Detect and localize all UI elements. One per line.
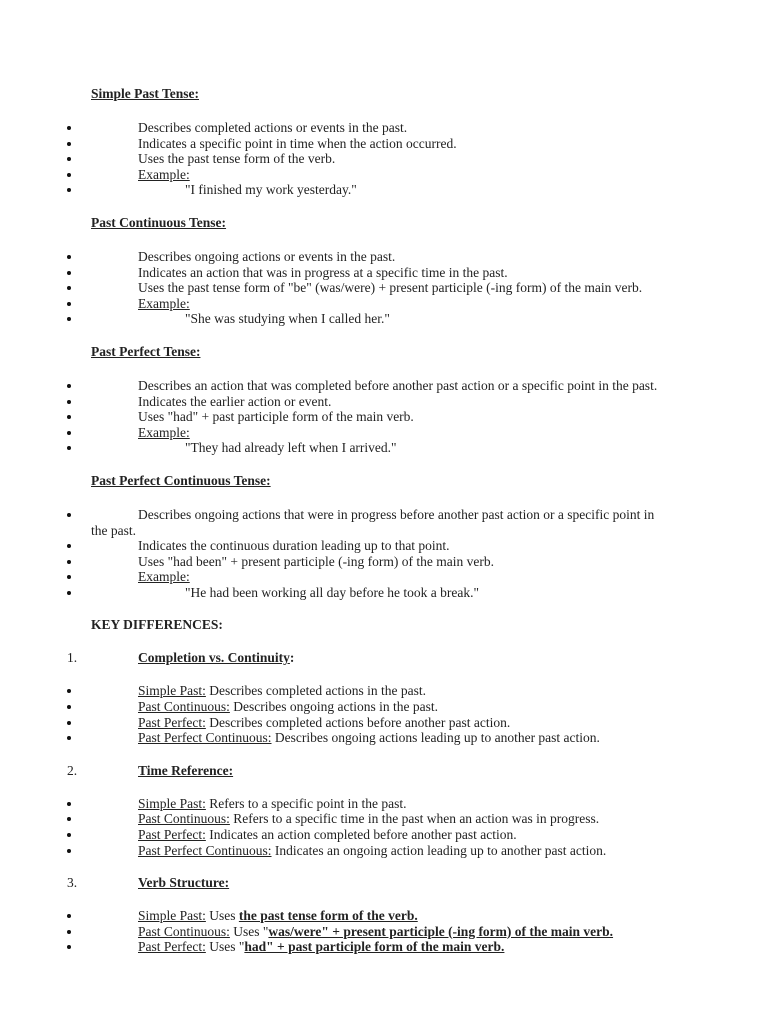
list-item: Past Perfect: Indicates an action completed before another past action. — [0, 827, 768, 843]
list-item: Indicates an action that was in progress at a specific time in the past. — [0, 265, 768, 281]
bullet-list-completion — [0, 683, 768, 745]
numbered-item-verb-structure — [0, 875, 768, 891]
bullet-list-verb-structure — [0, 908, 768, 955]
list-item: Indicates the earlier action or event. — [0, 394, 768, 410]
list-item: Describes an action that was completed before another past action or a specific point in the past. — [0, 378, 768, 394]
numbered-item-time-reference — [0, 763, 768, 779]
bullet-icon — [67, 317, 71, 321]
bullet-icon — [67, 142, 71, 146]
bullet-list-past-perfect — [0, 378, 768, 456]
bullet-icon — [67, 431, 71, 435]
numbered-item-completion — [0, 650, 768, 666]
example-label: Example: — [138, 569, 190, 585]
list-item: Past Perfect: Describes completed actions before another past action. — [0, 715, 768, 731]
section-heading-past-continuous: Past Continuous Tense: — [91, 214, 227, 230]
bullet-icon — [67, 544, 71, 548]
bullet-icon — [67, 575, 71, 579]
example-label: Example: — [138, 295, 190, 311]
bullet-icon — [67, 849, 71, 853]
example-text: "I finished my work yesterday." — [185, 182, 357, 198]
example-text: "He had been working all day before he took a break." — [185, 584, 480, 600]
document — [0, 86, 768, 955]
list-item: Uses "had" + past participle form of the main verb. — [0, 409, 768, 425]
list-item: Past Perfect: Uses "had" + past participle form of the main verb. — [0, 939, 768, 955]
example-item — [0, 440, 768, 456]
bullet-icon — [67, 255, 71, 259]
list-item: Simple Past: Uses the past tense form of the verb. — [0, 908, 768, 924]
bullet-icon — [67, 736, 71, 740]
list-item: Indicates a specific point in time when the action occurred. — [0, 136, 768, 152]
bullet-icon — [67, 400, 71, 404]
bullet-icon — [67, 560, 71, 564]
item-title: Completion vs. Continuity: — [138, 650, 295, 666]
bullet-list-time-reference — [0, 796, 768, 858]
section-heading-simple-past: Simple Past Tense: — [91, 86, 200, 101]
item-number: 1. — [67, 650, 78, 666]
bullet-icon — [67, 157, 71, 161]
key-differences-heading: KEY DIFFERENCES: — [91, 617, 223, 633]
item-title: Time Reference: — [138, 762, 234, 778]
bullet-icon — [67, 415, 71, 419]
list-item: Simple Past: Refers to a specific point in the past. — [0, 796, 768, 812]
item-number: 2. — [67, 762, 78, 778]
list-item: Past Continuous: Uses "was/were" + present participle (-ing form) of the main verb. — [0, 924, 768, 940]
bullet-icon — [67, 802, 71, 806]
list-item: Simple Past: Describes completed actions in the past. — [0, 683, 768, 699]
bullet-icon — [67, 302, 71, 306]
list-item: Past Continuous: Refers to a specific time in the past when an action was in progress. — [0, 811, 768, 827]
bullet-list-simple-past — [0, 120, 768, 198]
list-item: Past Perfect Continuous: Indicates an ongoing action leading up to another past action. — [0, 843, 768, 859]
list-item: Describes ongoing actions or events in the past. — [0, 249, 768, 265]
bullet-icon — [67, 833, 71, 837]
bullet-icon — [67, 930, 71, 934]
bullet-icon — [67, 446, 71, 450]
example-label: Example: — [138, 166, 190, 182]
example-item — [0, 182, 768, 198]
item-number: 3. — [67, 875, 78, 891]
bullet-icon — [67, 286, 71, 290]
example-item — [0, 585, 768, 601]
list-item: Describes completed actions or events in the past. — [0, 120, 768, 136]
list-item: Past Perfect Continuous: Describes ongoing actions leading up to another past action. — [0, 730, 768, 746]
bullet-icon — [67, 126, 71, 130]
bullet-list-past-perfect-continuous — [0, 507, 768, 601]
bullet-icon — [67, 705, 71, 709]
example-label-item — [0, 569, 768, 585]
list-item: Past Continuous: Describes ongoing actions in the past. — [0, 699, 768, 715]
bullet-icon — [67, 945, 71, 949]
bullet-icon — [67, 188, 71, 192]
list-item: Indicates the continuous duration leading up to that point. — [0, 538, 768, 554]
bullet-icon — [67, 384, 71, 388]
example-label-item — [0, 296, 768, 312]
section-heading-past-perfect: Past Perfect Tense: — [91, 343, 201, 359]
example-label-item — [0, 167, 768, 183]
bullet-icon — [67, 513, 71, 517]
example-item — [0, 311, 768, 327]
bullet-icon — [67, 591, 71, 595]
example-text: "She was studying when I called her." — [185, 311, 390, 327]
section-heading-past-perfect-continuous: Past Perfect Continuous Tense: — [91, 472, 271, 488]
list-item: Uses the past tense form of "be" (was/were) + present participle (-ing form) of the main verb. — [0, 280, 768, 296]
bullet-icon — [67, 914, 71, 918]
item-title: Verb Structure: — [138, 875, 230, 891]
list-item: Uses "had been" + present participle (-ing form) of the main verb. — [0, 554, 768, 570]
example-label-item — [0, 425, 768, 441]
bullet-icon — [67, 173, 71, 177]
example-text: "They had already left when I arrived." — [185, 440, 397, 456]
bullet-list-past-continuous — [0, 249, 768, 327]
list-item: Uses the past tense form of the verb. — [0, 151, 768, 167]
list-item: Describes ongoing actions that were in progress before another past action or a specific point in the past. — [0, 507, 768, 538]
example-label: Example: — [138, 424, 190, 440]
bullet-icon — [67, 721, 71, 725]
bullet-icon — [67, 271, 71, 275]
bullet-icon — [67, 817, 71, 821]
bullet-icon — [67, 689, 71, 693]
